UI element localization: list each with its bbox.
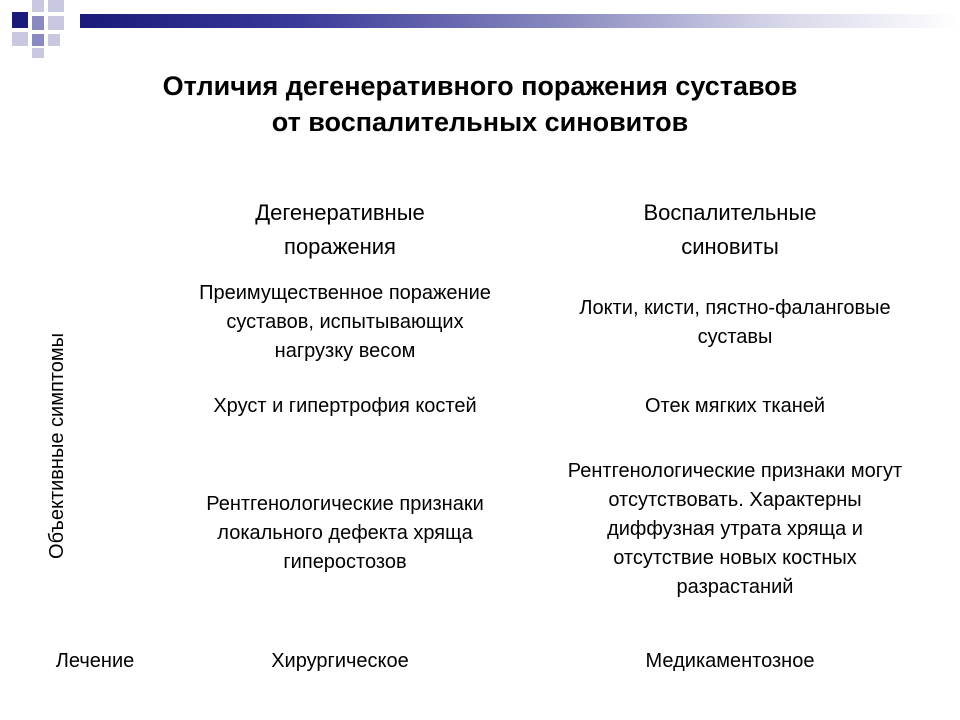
title-line-2: от воспалительных синовитов (271, 107, 689, 137)
slide-title (0, 68, 960, 140)
deco-square-light (48, 0, 64, 12)
cell-degenerative-row-1 (150, 279, 540, 366)
deco-square-mid (32, 16, 44, 30)
deco-square-light (48, 16, 64, 30)
row-group-label: Объективные симптомы (46, 333, 68, 559)
cell-line: Отек мягких тканей (644, 395, 826, 417)
cell-inflammatory-row-1 (530, 294, 940, 352)
cell-line: Хруст и гипертрофия костей (213, 395, 477, 417)
cell-inflammatory-row-2 (530, 392, 940, 421)
cell-degenerative-row-3 (150, 490, 540, 577)
decorative-gradient-bar (80, 14, 960, 28)
cell-line: локального дефекта хряща (217, 522, 473, 544)
deco-square-light (48, 34, 60, 46)
column-header-inflammatory (580, 196, 880, 264)
deco-square-light (12, 32, 28, 46)
column-header-line: Воспалительные (643, 200, 817, 225)
treatment-label: Лечение (55, 650, 135, 672)
cell-line: отсутствие новых костных (613, 547, 857, 569)
column-header-line: Дегенеративные (255, 200, 425, 225)
deco-square-light (32, 48, 44, 58)
cell-degenerative-row-2 (150, 392, 540, 421)
deco-square-mid (32, 34, 44, 46)
cell-line: Рентгенологические признаки (206, 493, 484, 515)
cell-line: суставы (697, 326, 773, 348)
cell-line: диффузная утрата хряща и (607, 518, 863, 540)
cell-line: нагрузку весом (274, 340, 416, 362)
column-header-line: поражения (284, 234, 396, 259)
treatment-inflammatory: Медикаментозное (645, 650, 815, 672)
cell-line: гиперостозов (283, 551, 407, 573)
deco-square-dark (12, 12, 28, 28)
treatment-degenerative: Хирургическое (271, 650, 409, 672)
cell-line: Преимущественное поражение (199, 282, 491, 304)
column-header-line: синовиты (681, 234, 779, 259)
deco-square-light (32, 0, 44, 12)
title-line-1: Отличия дегенеративного поражения суставов (162, 71, 798, 101)
decorative-squares (0, 0, 80, 60)
column-header-degenerative (190, 196, 490, 264)
cell-line: отсутствовать. Характерны (608, 489, 862, 511)
cell-inflammatory-row-3 (520, 457, 950, 602)
cell-line: разрастаний (676, 576, 794, 598)
cell-line: Локти, кисти, пястно-фаланговые (579, 297, 891, 319)
cell-line: суставов, испытывающих (226, 311, 464, 333)
cell-line: Рентгенологические признаки могут (567, 460, 903, 482)
